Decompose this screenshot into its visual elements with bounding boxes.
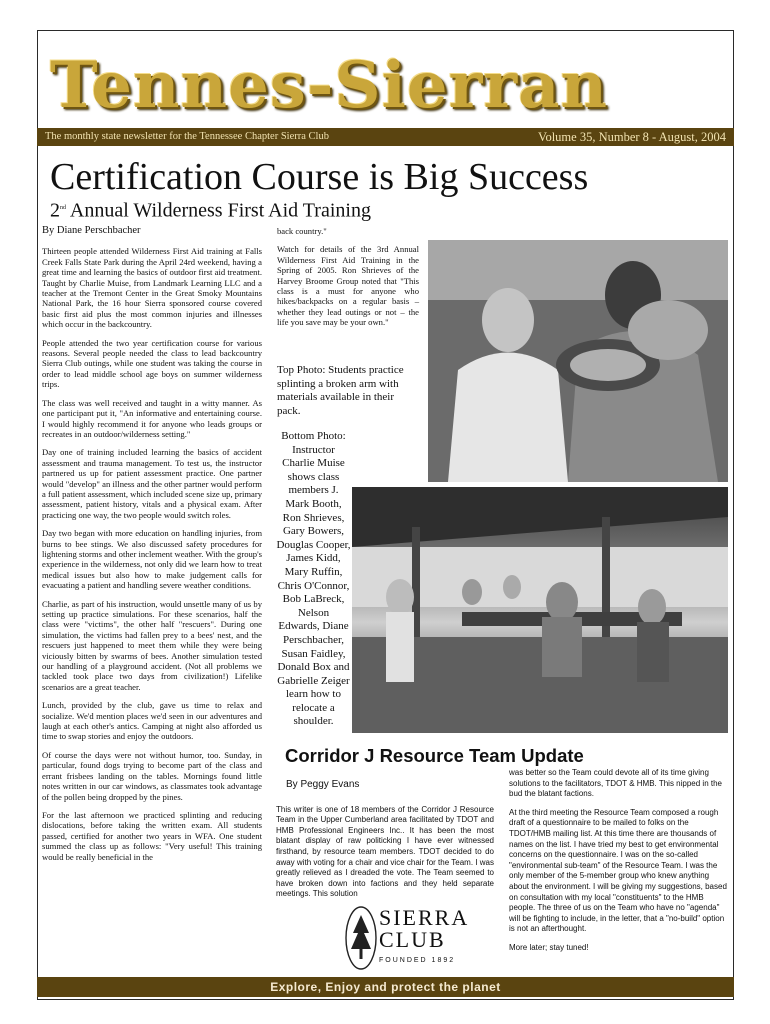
sierra-club-logo xyxy=(345,905,470,973)
caption-bottom-photo: Bottom Photo: Instructor Charlie Muise shows class members J. Mark Booth, Ron Shrieves, Gary Bowers, Douglas Cooper, James Kidd, Mary Ruffin, Chris O'Connor, Bob LaBreck, Nelson Edwards, Diane Perschbacher, Susan Faidley, Donald Box and Gabrielle Zeiger learn how to relocate a shoulder. xyxy=(276,430,351,728)
article-subhead: 2nd Annual Wilderness First Aid Training xyxy=(50,199,371,222)
logo-founded: FOUNDED 1892 xyxy=(379,957,456,964)
article-column-2 xyxy=(277,226,419,336)
logo-word-sierra: SIERRA xyxy=(379,905,470,930)
paragraph: The class was well received and taught in a witty manner. As one participant put it, "An informative and entertaining course. I would highly recommend it for anyone who leads groups or recreates in an outdoor/wilderness setting." xyxy=(42,397,262,439)
resource-team-title: Corridor J Resource Team Update xyxy=(285,745,584,766)
paragraph: Day two began with more education on handling injuries, from burns to bee stings. We also discussed safety procedures for lightening storms and other inclement weather. With the group's experience in the wilderness, not only did we learn how to treat medical issues but also how to make judgement calls for evacuating a patient and handling severe weather conditions. xyxy=(42,528,262,591)
paragraph: At the third meeting the Resource Team composed a rough draft of a questionnaire to be mailed to folks on the TDOT/HMB mailing list. At this time there are thousands of names on the list. I have tried my best to get environmental concerns on the questionnaire. I was on the so-called "environmental sub-team" of the Resource Team. I was the only member of the 5-member group who knew anything about the environment. I will be giving my suggestions, based on consultation with my local "constituents" to the HMB people. The three of us on the Team who have no "agenda" will be fighting to include, in the letter, that a "no-build" option is not an afterthought. xyxy=(509,807,727,934)
paragraph: Watch for details of the 3rd Annual Wilderness First Aid Training in the Spring of 2005. Ron Shrieves of the Harvey Broome Group noted that "This class is a must for anyone who hikes/backpacks on a regular basis – whether they lead outings or not – the life you save may be your own." xyxy=(277,244,419,328)
volume-info: Volume 35, Number 8 - August, 2004 xyxy=(538,130,726,144)
paragraph: Lunch, provided by the club, gave us time to relax and socialize. We'd mention places we'd seen in our adventures and laugh at each other's antics. Camping at night also afforded us time to swap stories and enjoy the outdoors. xyxy=(42,700,262,742)
paragraph: Of course the days were not without humor, too. Sunday, in particular, found dogs trying to become part of the class and errant frisbees landing on the tables. Mornings found little notes written in our car windows, as classmates took advantage of the pollen being dropped by the pines. xyxy=(42,749,262,802)
paragraph: This writer is one of 18 members of the Corridor J Resource Team in the Upper Cumberland area facilitated by TDOT and HMB Professional Engineers Inc.. It has been the most blatant display of raw politicking I have ever witnessed firsthand, by resource team members. TDOT decided to do away with voting for a chair and vice chair for the Team. I was greatly relieved as I dreaded the vote. The Team seemed to have broken down into factions and they held separate meetings. This solution xyxy=(276,804,494,899)
photo-bottom-illustration xyxy=(352,487,728,733)
paragraph: More later; stay tuned! xyxy=(509,942,589,952)
logo-word-club: CLUB xyxy=(379,927,446,952)
article-column-1 xyxy=(42,226,262,870)
masthead-title: Tennes-Sierran xyxy=(50,48,609,123)
tree-icon xyxy=(345,905,377,971)
photo-top-illustration xyxy=(428,240,728,482)
paragraph: Day one of training included learning the basics of accident assessment and trauma management. To test us, the instructor partnered us up for patient assessment practice. One partner would "develop" an illness and the other partner would perform a full patient assessment, which included scene size up, primary assessment, patient history, vitals and a physical exam. After practicing one way, the two people would switch roles. xyxy=(42,447,262,520)
resource-column-1 xyxy=(276,776,494,908)
resource-column-2 xyxy=(509,768,729,962)
footer-slogan: Explore, Enjoy and protect the planet xyxy=(37,977,734,997)
article-byline: By Diane Perschbacher xyxy=(42,225,141,236)
paragraph: For the last afternoon we practiced splinting and reducing dislocations, before taking the written exam. All students passed, certified for another two years in WFA. One student summed the class up as follows: "Very useful! This training would be really beneficial in the xyxy=(42,809,262,862)
article-headline: Certification Course is Big Success xyxy=(50,156,589,198)
photo-students-splinting xyxy=(428,240,728,482)
banner-bar xyxy=(37,128,734,146)
caption-top-photo: Top Photo: Students practice splinting a broken arm with materials available in their pack. xyxy=(277,364,404,417)
paragraph: Charlie, as part of his instruction, would unsettle many of us by setting up practice simulations. For these scenarios, half the class were "victims", the other half "rescuers". During one simulation, the victims had fallen prey to a bees' nest, and the rescuers just happened to meet them while they were being viciously bitten by swarms of bees. Another simulation tested our handling of a playground accident. (Not all problems we tackled took place two days from civilization!) Lifelike scenarios are a great teacher. xyxy=(42,598,262,692)
paragraph: Thirteen people attended Wilderness First Aid training at Falls Creek Falls State Park during the April 24rd weekend, having a great time and learning the basics of outdoor first aid treatment. Taught by Charlie Muise, from Landmark Learning LLC and a teacher at the Tremont Center in the Great Smoky Mountains National Park, the 16 hour Sierra sponsored course covered basic first aid plus the most common injuries and illnesses which occur in the backcountry. xyxy=(42,246,262,330)
photo-shoulder-relocation xyxy=(352,487,728,733)
resource-byline: By Peggy Evans xyxy=(286,779,360,790)
paragraph: back country." xyxy=(277,226,327,236)
paragraph: People attended the two year certification course for various reasons. Several people needed the class to lead backcountry Sierra Club outings, while one student was taking the course in order to lead middle school age boys on summer wilderness trips. xyxy=(42,337,262,390)
paragraph: was better so the Team could devote all of its time giving solutions to the facilitators, TDOT & HMB. This nipped in the bud the blatant factions. xyxy=(509,768,722,799)
tagline: The monthly state newsletter for the Tennessee Chapter Sierra Club xyxy=(45,131,329,142)
